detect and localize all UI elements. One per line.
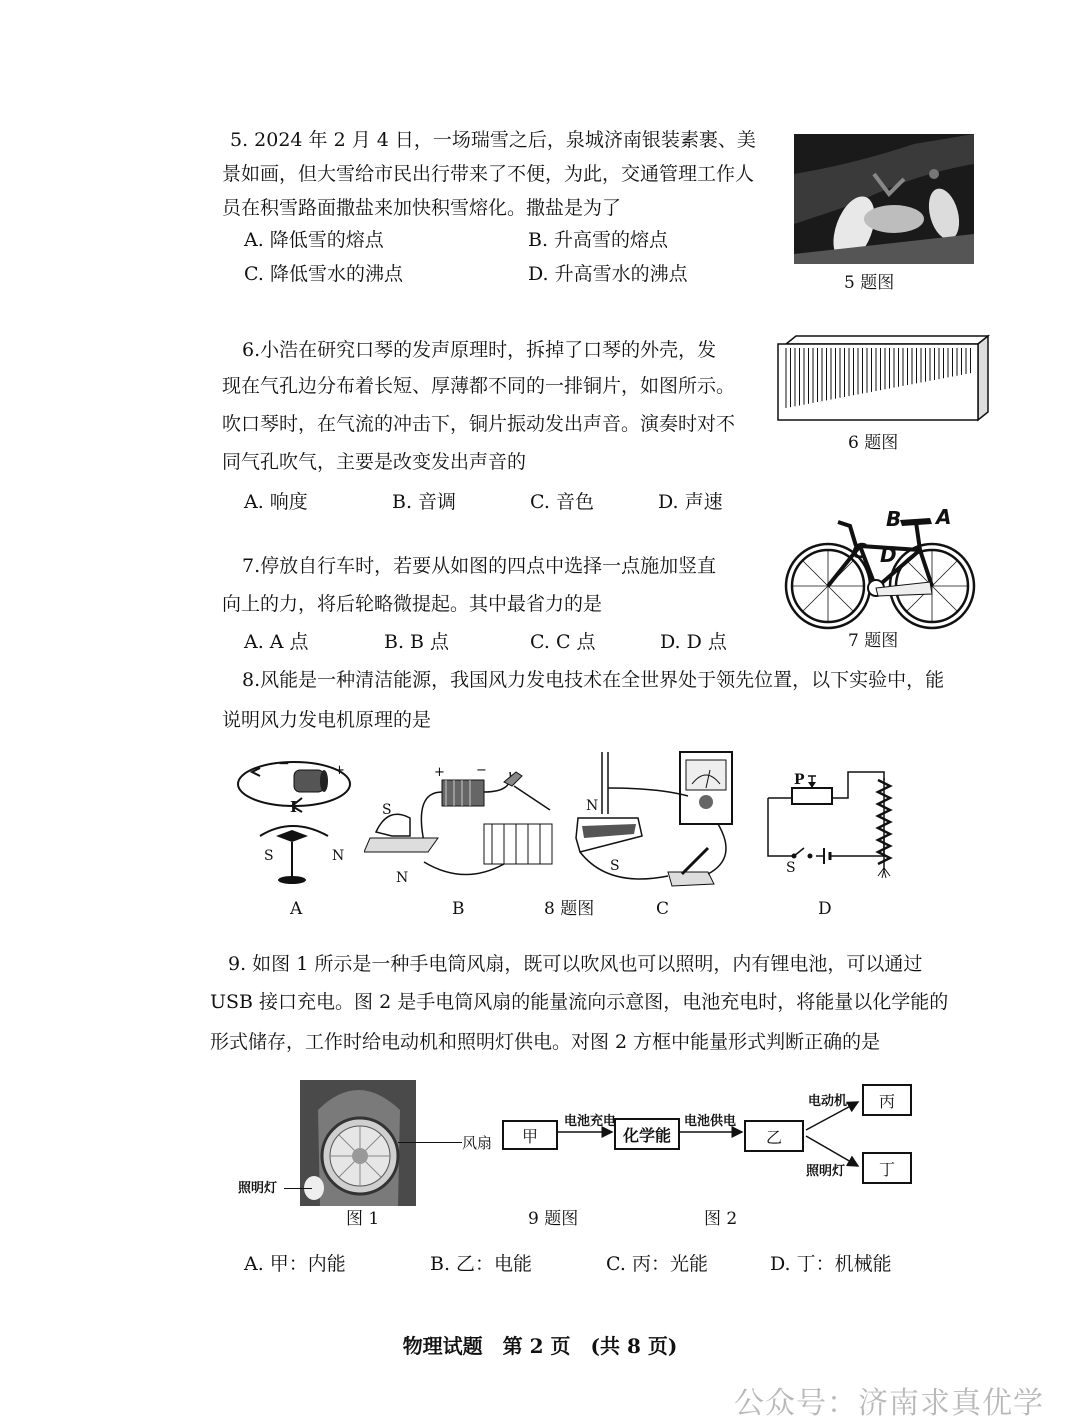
arrow-label-motor: 电动机 (808, 1094, 848, 1109)
q6-line-4: 同气孔吹气，主要是改变发出声音的 (222, 451, 527, 473)
q7-line-2: 向上的力，将后轮略微提起。其中最省力的是 (222, 593, 603, 615)
q9-line-3: 形式储存，工作时给电动机和照明灯供电。对图 2 方框中能量形式判断正确的是 (210, 1031, 881, 1053)
q7-option-c: C. C 点 (530, 631, 596, 653)
arrow-label-lamp: 照明灯 (806, 1164, 846, 1179)
harmonica-reeds-diagram (776, 334, 992, 424)
q9-line-2: USB 接口充电。图 2 是手电筒风扇的能量流向示意图，电池充电时，将能量以化学能的 (210, 991, 949, 1013)
q5-figure-caption: 5 题图 (844, 273, 895, 293)
box-ding: 丁 (862, 1152, 912, 1184)
q9-option-b: B. 乙：电能 (430, 1253, 533, 1275)
q7-line-1: 7.停放自行车时，若要从如图的四点中选择一点施加竖直 (242, 555, 717, 577)
q8-figure-caption: 8 题图 (544, 899, 595, 919)
fan-pointer-line (398, 1142, 462, 1143)
fig-a-plus: + (334, 763, 345, 778)
bike-point-d: D (880, 543, 897, 567)
flashlight-fan-photo (300, 1080, 416, 1206)
q8-line-2: 说明风力发电机原理的是 (222, 709, 432, 731)
page-footer: 物理试题 第 2 页 (共 8 页) (402, 1334, 678, 1358)
light-label: 照明灯 (238, 1181, 278, 1196)
fig1-caption: 图 1 (346, 1209, 380, 1229)
fig-c-s: S (610, 858, 620, 874)
box-jia: 甲 (502, 1120, 558, 1150)
fig-a-current: I (290, 798, 298, 816)
q6-option-a: A. 响度 (244, 491, 308, 513)
q6-figure-caption: 6 题图 (848, 433, 899, 453)
box-yi: 乙 (744, 1120, 804, 1152)
q8-label-c: C (656, 899, 670, 919)
fig2-caption: 图 2 (704, 1209, 738, 1229)
bike-point-c: C (852, 539, 867, 563)
box-chemical-energy: 化学能 (614, 1118, 680, 1150)
fig-a-minus: − (278, 756, 290, 772)
q8-figure-c (568, 748, 738, 894)
box-bing: 丙 (862, 1084, 912, 1116)
fig-b-plus: + (434, 765, 445, 780)
q9-option-a: A. 甲：内能 (244, 1253, 346, 1275)
bicycle-diagram (780, 502, 980, 630)
q9-option-d: D. 丁：机械能 (770, 1253, 892, 1275)
fig-b-s: S (382, 802, 392, 818)
fan-label: 风扇 (462, 1134, 493, 1152)
fig-d-s: S (786, 860, 796, 876)
q7-option-a: A. A 点 (244, 631, 309, 653)
q5-option-a: A. 降低雪的熔点 (244, 229, 384, 251)
q5-line-3: 员在积雪路面撒盐来加快积雪熔化。撒盐是为了 (222, 197, 622, 219)
fig-d-p: P (794, 772, 805, 788)
q8-label-b: B (452, 899, 465, 919)
q7-figure-caption: 7 题图 (848, 631, 899, 651)
q8-line-1: 8.风能是一种清洁能源，我国风力发电技术在全世界处于领先位置，以下实验中，能 (242, 669, 945, 691)
q8-label-d: D (818, 899, 832, 919)
q7-option-b: B. B 点 (384, 631, 450, 653)
q6-line-2: 现在气孔边分布着长短、厚薄都不同的一排铜片，如图所示。 (222, 375, 736, 397)
q5-option-d: D. 升高雪水的沸点 (528, 263, 688, 285)
snow-photo (794, 134, 974, 264)
q9-line-1: 9. 如图 1 所示是一种手电筒风扇，既可以吹风也可以照明，内有锂电池，可以通过 (228, 953, 923, 975)
q5-line-2: 景如画，但大雪给市民出行带来了不便，为此，交通管理工作人 (222, 163, 755, 185)
bike-point-a: A (936, 505, 952, 529)
q6-option-c: C. 音色 (530, 491, 594, 513)
fig-c-n: N (586, 798, 599, 814)
light-pointer-line (284, 1188, 312, 1189)
q5-option-c: C. 降低雪水的沸点 (244, 263, 403, 285)
q6-option-b: B. 音调 (392, 491, 457, 513)
q8-figure-d (760, 766, 910, 886)
q5-option-b: B. 升高雪的熔点 (528, 229, 669, 251)
q5-line-1: 5. 2024 年 2 月 4 日，一场瑞雪之后，泉城济南银装素裹、美 (230, 129, 756, 151)
q9-option-c: C. 丙：光能 (606, 1253, 708, 1275)
q6-line-3: 吹口琴时，在气流的冲击下，铜片振动发出声音。演奏时对不 (222, 413, 736, 435)
arrow-label-supply: 电池供电 (684, 1114, 737, 1129)
q7-option-d: D. D 点 (660, 631, 727, 653)
arrow-label-charge: 电池充电 (564, 1114, 617, 1129)
fig-b-n: N (396, 870, 409, 886)
q6-option-d: D. 声速 (658, 491, 723, 513)
fig-a-n: N (332, 848, 345, 864)
q8-figure-a (232, 756, 362, 890)
bike-point-b: B (886, 507, 902, 531)
fig-a-s: S (264, 848, 274, 864)
q9-figure-caption: 9 题图 (528, 1209, 579, 1229)
q8-label-a: A (290, 899, 303, 919)
q8-figure-b (364, 762, 560, 886)
q6-line-1: 6.小浩在研究口琴的发声原理时，拆掉了口琴的外壳，发 (242, 339, 717, 361)
watermark: 公众号：济南求真优学 (734, 1386, 1044, 1421)
fig-b-minus: − (476, 763, 487, 778)
